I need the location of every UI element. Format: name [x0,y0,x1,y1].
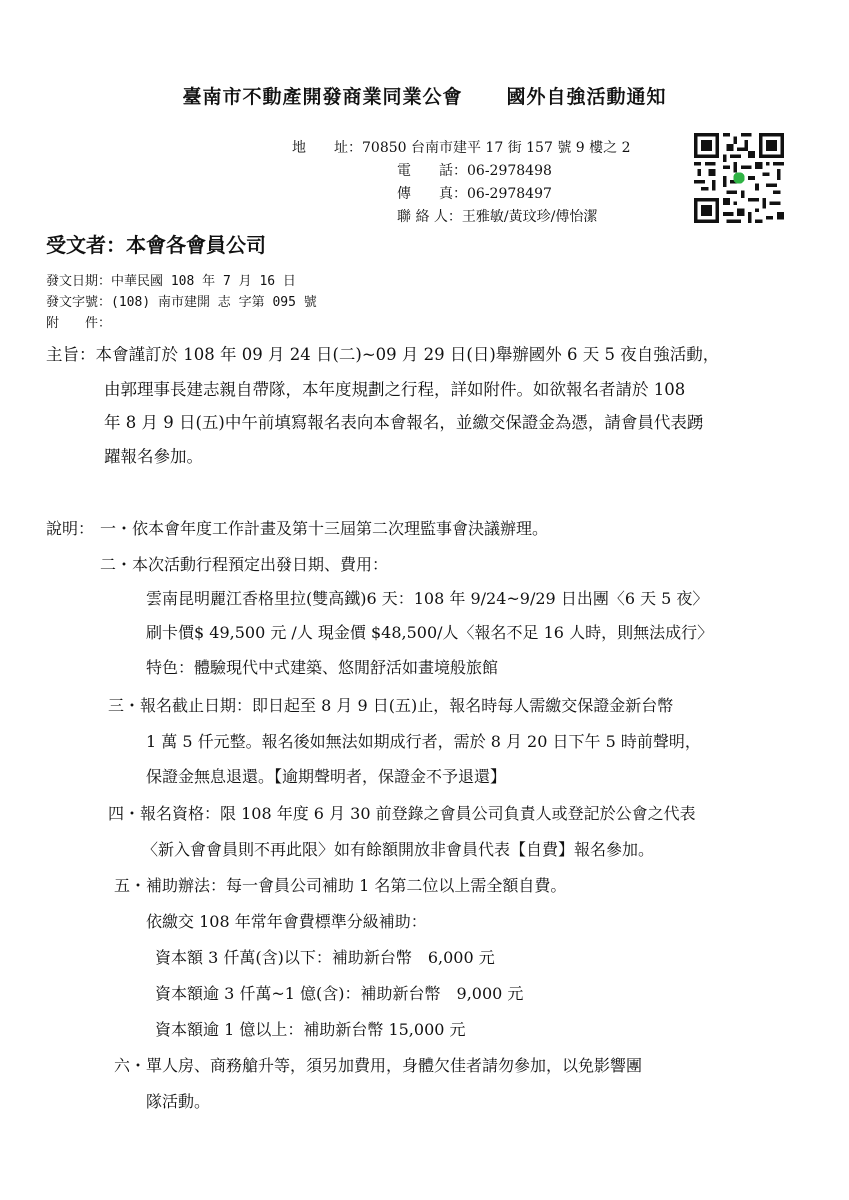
doc-number [46,291,317,310]
person-label: 聯 絡 人： [397,209,462,225]
explanation-line: 隊活動。 [146,1092,211,1111]
subject-text: 本會謹訂於 108 年 09 月 24 日(二)~09 月 29 日(日)舉辦國外 6 天 5 夜自強活動， [95,345,720,364]
explanation-line: 資本額逾 3 仟萬~1 億(含)：補助新台幣 9,000 元 [155,984,524,1003]
contact-fax [397,183,552,203]
recipient: 受文者：本會各會員公司 [46,233,266,257]
explanation-line: 雲南昆明麗江香格里拉(雙高鐵)6 天：108 年 9/24~9/29 日出團〈6 天 5 夜〉 [146,589,709,608]
explanation-line: 依繳交 108 年常年會費標準分級補助： [146,912,427,931]
subject-line-2: 由郭理事長建志親自帶隊，本年度規劃之行程，詳如附件。如欲報名者請於 108 [104,380,686,399]
doc-number-value: (108) 南市建開 志 字第 095 號 [111,295,317,310]
subject-label: 主旨： [46,345,96,364]
explanation-item-4: 四・報名資格：限 108 年度 6 月 30 前登錄之會員公司負責人或登記於公會之代表 [108,804,696,823]
subject-line-3: 年 8 月 9 日(五)中午前填寫報名表向本會報名，並繳交保證金為憑，請會員代表踴 [104,413,704,432]
phone-value: 06-2978498 [467,163,552,179]
qr-code[interactable] [694,133,784,223]
explanation-line: 資本額逾 1 億以上：補助新台幣 15,000 元 [155,1020,466,1039]
doc-type: 國外自強活動通知 [506,86,667,108]
subject-line-4: 躍報名參加。 [104,447,203,466]
doc-number-label: 發文字號： [46,295,112,310]
explanation-item-1: 一・依本會年度工作計畫及第十三屆第二次理監事會決議辦理。 [100,519,549,538]
phone-label: 電 話： [397,163,467,179]
contact-person [397,206,597,226]
org-name: 臺南市不動產開發商業同業公會 [182,86,463,108]
attachment-label: 附 件： [46,316,112,331]
explanation-label: 說明： [46,519,95,538]
issue-date-label: 發文日期： [46,274,112,289]
explanation-line: 保證金無息退還。【逾期聲明者，保證金不予退還】 [146,767,507,786]
address-label: 地 址： [292,140,362,156]
explanation-line: 1 萬 5 仟元整。報名後如無法如期成行者，需於 8 月 20 日下午 5 時前聲明， [146,732,701,751]
explanation-item-2: 二・本次活動行程預定出發日期、費用： [100,555,389,574]
explanation-item-3: 三・報名截止日期：即日起至 8 月 9 日(五)止，報名時每人需繳交保證金新台幣 [108,696,674,715]
issue-date [46,270,296,289]
explanation-item-5: 五・補助辦法：每一會員公司補助 1 名第二位以上需全額自費。 [114,876,567,895]
person-value: 王雅敏/黃玟珍/傅怡潔 [461,209,598,225]
explanation-line: 〈新入會會員則不再此限〉如有餘額開放非會員代表【自費】報名參加。 [142,840,655,859]
issue-date-value: 中華民國 108 年 7 月 16 日 [111,274,296,289]
attachment [46,312,111,331]
explanation-item-6: 六・單人房、商務艙升等，須另加費用，身體欠佳者請勿參加，以免影響團 [114,1056,643,1075]
contact-phone [397,160,552,180]
fax-label: 傳 真： [397,186,467,202]
subject-line-1 [46,341,719,365]
address-value: 70850 台南市建平 17 街 157 號 9 樓之 2 [362,140,631,156]
fax-value: 06-2978497 [467,186,552,202]
document-title [0,82,849,109]
explanation-line: 資本額 3 仟萬(含)以下：補助新台幣 6,000 元 [155,948,495,967]
explanation-line: 刷卡價$ 49,500 元 /人 現金價 $48,500/人〈報名不足 16 人時，則無法成行〉 [146,623,714,642]
contact-address [292,137,631,157]
explanation-line: 特色：體驗現代中式建築、悠閒舒活如畫境般旅館 [146,658,499,677]
